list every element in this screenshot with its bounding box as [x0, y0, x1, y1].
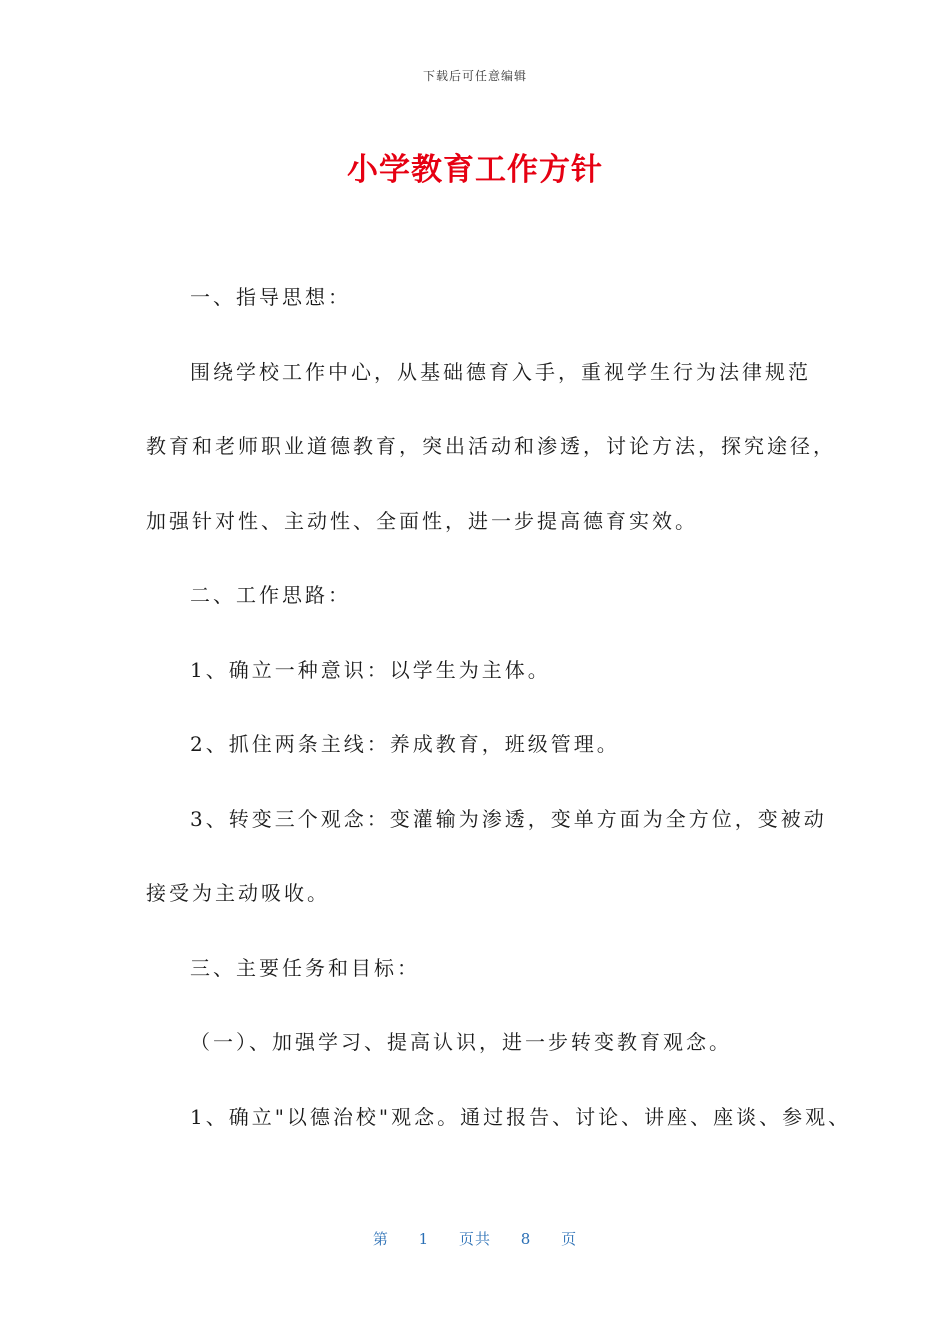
paragraph-line: 接受为主动吸收。: [146, 881, 330, 905]
paragraph-line: 围绕学校工作中心，从基础德育入手，重视学生行为法律规范: [190, 359, 811, 384]
footer-prefix: 第: [372, 1230, 389, 1248]
subsection-heading: （一）、加强学习、提高认识，进一步转变教育观念。: [190, 1030, 732, 1054]
section-heading: 二、工作思路：: [190, 583, 351, 607]
list-item: 1、确立一种意识：以学生为主体。: [190, 657, 551, 682]
section-heading: 一、指导思想：: [190, 285, 351, 309]
footer-suffix: 页: [561, 1230, 578, 1248]
paragraph-line: 教育和老师职业道德教育，突出活动和渗透，讨论方法，探究途径，: [146, 434, 836, 458]
list-item: 1、确立"以德治校"观念。通过报告、讨论、讲座、座谈、参观、: [190, 1104, 852, 1129]
total-pages-number: 8: [520, 1230, 532, 1248]
current-page-number: 1: [418, 1230, 430, 1248]
list-item: 2、抓住两条主线：养成教育，班级管理。: [190, 732, 620, 756]
section-heading: 三、主要任务和目标：: [190, 955, 420, 980]
paragraph-line: 加强针对性、主动性、全面性，进一步提高德育实效。: [146, 508, 698, 533]
document-body: [146, 272, 852, 1166]
footer-mid: 页共: [458, 1230, 491, 1248]
page-footer: [0, 1228, 950, 1249]
header-note: 下载后可任意编辑: [422, 69, 527, 83]
document-title: 小学教育工作方针: [347, 152, 603, 188]
list-item: 3、转变三个观念：变灌输为渗透，变单方面为全方位，变被动: [190, 806, 827, 831]
